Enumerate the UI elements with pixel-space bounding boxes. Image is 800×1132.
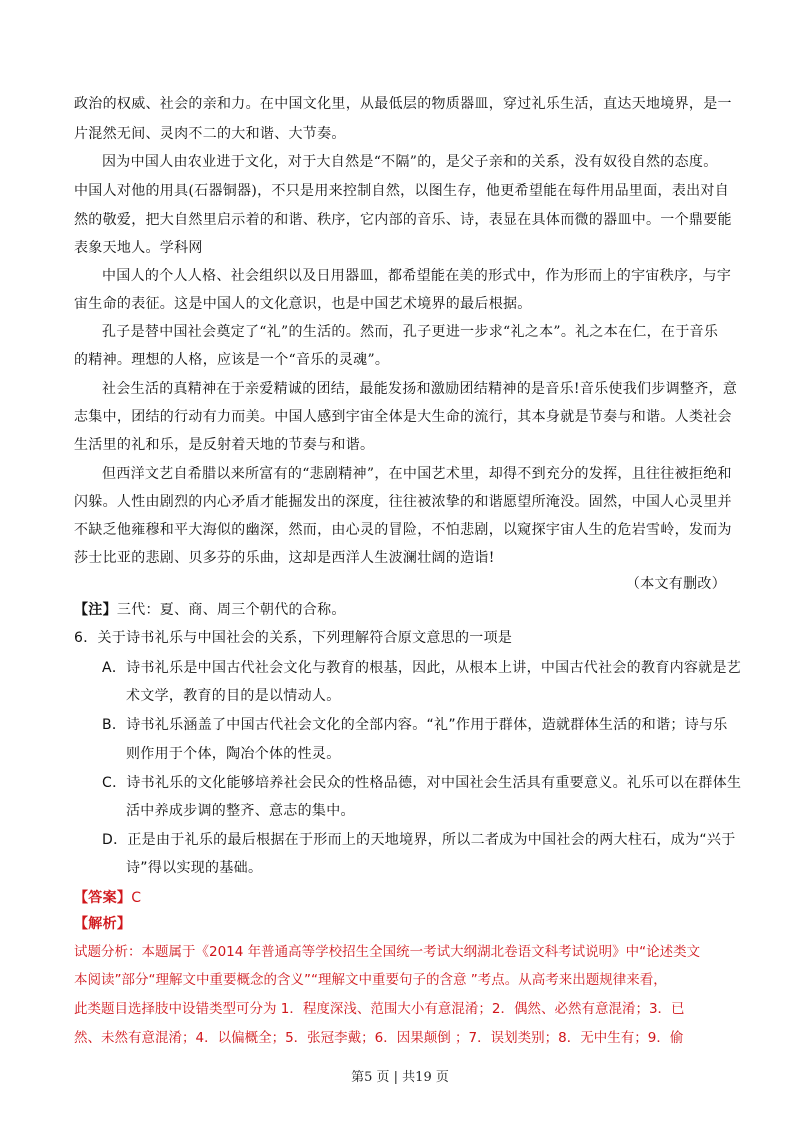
passage-line: 政治的权威、社会的亲和力。在中国文化里，从最低层的物质器皿，穿过礼乐生活，直达天地境界，是一 bbox=[74, 96, 732, 112]
passage-line: 中国人对他的用具(石器铜器)，不只是用来控制自然，以图生存，他更希望能在每件用品里面，表出对自 bbox=[74, 183, 730, 199]
analysis-line: 试题分析：本题属于《2014 年普通高等学校招生全国统一考试大纲湖北卷语文科考试说明》中“论述类文 bbox=[74, 944, 701, 960]
passage-line: 然的敬爱，把大自然里启示着的和谐、秩序，它内部的音乐、诗，表显在具体而微的器皿中。一个鼎要能 bbox=[74, 212, 732, 228]
option-c-cont: 活中养成步调的整齐、意志的集中。 bbox=[126, 803, 355, 819]
passage-line: 中国人的个人人格、社会组织以及日用器皿，都希望能在美的形式中，作为形而上的宇宙秩序，与宇 bbox=[102, 268, 732, 284]
passage-line: 但西洋文艺自希腊以来所富有的“悲剧精神”，在中国艺术里，却得不到充分的发挥，且往往被拒绝和 bbox=[102, 466, 732, 482]
answer-label: 【答案】 bbox=[74, 890, 132, 906]
option-a-cont: 术文学，教育的目的是以情动人。 bbox=[126, 688, 341, 704]
note-label: 【注】 bbox=[74, 602, 117, 618]
option-a: A．诗书礼乐是中国古代社会文化与教育的根基，因此，从根本上讲，中国古代社会的教育内容就是艺 bbox=[102, 660, 742, 676]
option-b: B．诗书礼乐涵盖了中国古代社会文化的全部内容。“礼”作用于群体，造就群体生活的和谐；诗与乐 bbox=[102, 717, 728, 733]
passage-line: 生活里的礼和乐，是反射着天地的节奏与和谐。 bbox=[74, 437, 375, 453]
page-footer: 第5 页 | 共19 页 bbox=[351, 1070, 449, 1085]
note bbox=[74, 600, 346, 620]
analysis-line: 然、未然有意混淆；4．以偏概全；5．张冠李戴；6．因果颠倒 ；7．误划类别；8．无中生有；9．偷 bbox=[74, 1030, 684, 1046]
answer-value: C bbox=[131, 890, 142, 906]
analysis-line: 此类题目选择肢中设错类型可分为 1．程度深浅、范围大小有意混淆；2．偶然、必然有意混淆；3．已 bbox=[74, 1001, 685, 1017]
passage-line: 的精神。理想的人格，应该是一个“音乐的灵魂”。 bbox=[74, 352, 390, 368]
passage-line: 志集中，团结的行动有力而美。中国人感到宇宙全体是大生命的流行，其本身就是节奏与和谐。人类社会 bbox=[74, 409, 732, 425]
passage-line: 孔子是替中国社会奠定了“礼”的生活的。然而，孔子更进一步求“礼之本”。礼之本在仁，在于音乐 bbox=[102, 324, 719, 340]
passage-line: 片混然无间、灵肉不二的大和谐、大节奏。 bbox=[74, 126, 346, 142]
passage-line: 莎士比亚的悲剧、贝多芬的乐曲，这却是西洋人生波澜壮阔的造诣! bbox=[74, 550, 495, 566]
option-b-cont: 则作用于个体，陶冶个体的性灵。 bbox=[126, 746, 341, 762]
option-c: C．诗书礼乐的文化能够培养社会民众的性格品德，对中国社会生活具有重要意义。礼乐可以在群体生 bbox=[102, 775, 742, 791]
question-stem: 6．关于诗书礼乐与中国社会的关系，下列理解符合原文意思的一项是 bbox=[74, 630, 513, 646]
analysis-line: 本阅读”部分“理解文中重要概念的含义”“理解文中重要句子的含意 ”考点。从高考来出题规律来看， bbox=[74, 972, 667, 988]
passage-line: 不缺乏他雍穆和平大海似的幽深，然而，由心灵的冒险，不怕悲剧，以窥探宇宙人生的危岩雪岭，发而为 bbox=[74, 522, 732, 538]
note-text: 三代：夏、商、周三个朝代的合称。 bbox=[116, 602, 346, 618]
answer bbox=[74, 888, 141, 908]
passage-line: 闪躲。人性由剧烈的内心矛盾才能掘发出的深度，往往被浓挚的和谐愿望所淹没。固然，中国人心灵里并 bbox=[74, 494, 732, 510]
option-d-cont: 诗”得以实现的基础。 bbox=[126, 860, 263, 876]
analysis-label: 【解析】 bbox=[74, 916, 132, 932]
passage-line: 表象天地人。学科网 bbox=[74, 240, 203, 256]
passage-line: 社会生活的真精神在于亲爱精诚的团结，最能发扬和激励团结精神的是音乐!音乐使我们步调整齐，意 bbox=[102, 381, 738, 397]
option-d: D．正是由于礼乐的最后根据在于形而上的天地境界，所以二者成为中国社会的两大柱石，成为“兴于 bbox=[102, 832, 736, 848]
passage-line: 宙生命的表征。这是中国人的文化意识，也是中国艺术境界的最后根据。 bbox=[74, 296, 532, 312]
source-note: （本文有删改） bbox=[625, 576, 726, 592]
passage-line: 因为中国人由农业进于文化，对于大自然是“不隔”的，是父子亲和的关系，没有奴役自然的态度。 bbox=[102, 154, 718, 170]
